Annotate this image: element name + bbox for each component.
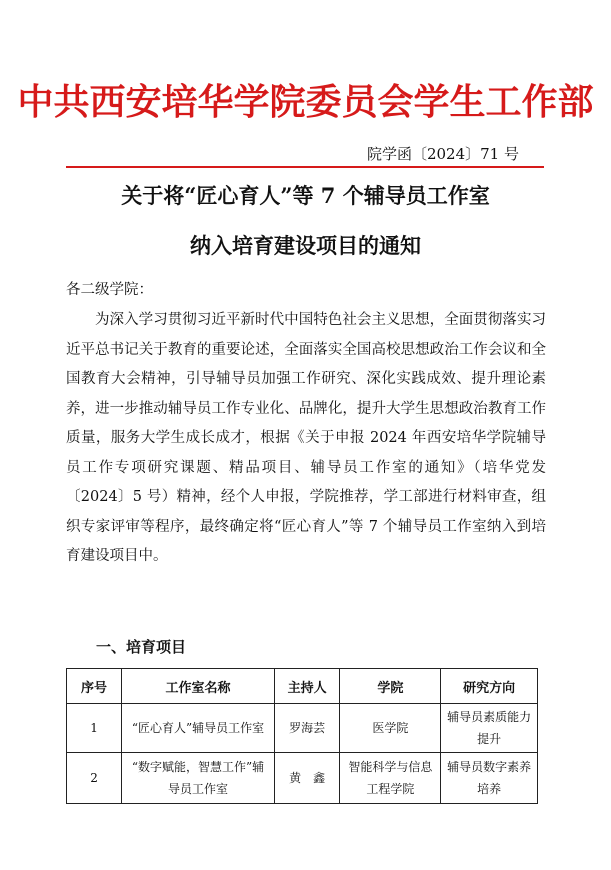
col-header-direction: 研究方向 bbox=[441, 669, 538, 704]
greeting: 各二级学院： bbox=[66, 282, 153, 298]
cell-direction: 辅导员素质能力提升 bbox=[441, 704, 538, 753]
cell-college: 医学院 bbox=[340, 704, 441, 753]
org-title: 中共西安培华学院委员会学生工作部 bbox=[17, 81, 594, 123]
col-header-host: 主持人 bbox=[274, 669, 340, 704]
document-number: 院学函〔2024〕71 号 bbox=[366, 145, 519, 163]
cell-index: 2 bbox=[67, 753, 122, 804]
cell-name: “匠心育人”辅导员工作室 bbox=[122, 704, 275, 753]
col-header-name: 工作室名称 bbox=[122, 669, 275, 704]
cell-host: 黄 鑫 bbox=[274, 753, 340, 804]
cell-direction: 辅导员数字素养培养 bbox=[441, 753, 538, 804]
table-header-row bbox=[67, 669, 538, 704]
col-header-index: 序号 bbox=[67, 669, 122, 704]
cell-index: 1 bbox=[67, 704, 122, 753]
section-heading: 一、培育项目 bbox=[96, 638, 187, 656]
table-row bbox=[67, 704, 538, 753]
notice-title-line2: 纳入培育建设项目的通知 bbox=[190, 233, 421, 258]
table-row bbox=[67, 753, 538, 804]
red-divider bbox=[66, 166, 544, 168]
cell-name: “数字赋能，智慧工作”辅导员工作室 bbox=[122, 753, 275, 804]
col-header-college: 学院 bbox=[340, 669, 441, 704]
cell-college: 智能科学与信息工程学院 bbox=[340, 753, 441, 804]
body-paragraph: 为深入学习贯彻习近平新时代中国特色社会主义思想，全面贯彻落实习近平总书记关于教育的重要论述，全面落实全国高校思想政治工作会议和全国教育大会精神，引导辅导员加强工作研究、深化实践成效、提升理论素养，进一步推动辅导员工作专业化、品牌化，提升大学生思想政治教育工作质量，服务大学生成长成才，根据《关于申报 2024 年西安培华学院辅导员工作专项研究课题、精品项目、辅导员工作室的通知》（培华党发〔2024〕5 号）精神，经个人申报，学院推荐，学工部进行材料审查，组织专家评审等程序，最终确定将“匠心育人”等 7 个辅导员工作室纳入到培育建设项目中。 bbox=[66, 312, 546, 564]
notice-title-line1: 关于将“匠心育人”等 7 个辅导员工作室 bbox=[121, 183, 490, 208]
cell-host: 罗海芸 bbox=[274, 704, 340, 753]
projects-table bbox=[66, 668, 538, 804]
